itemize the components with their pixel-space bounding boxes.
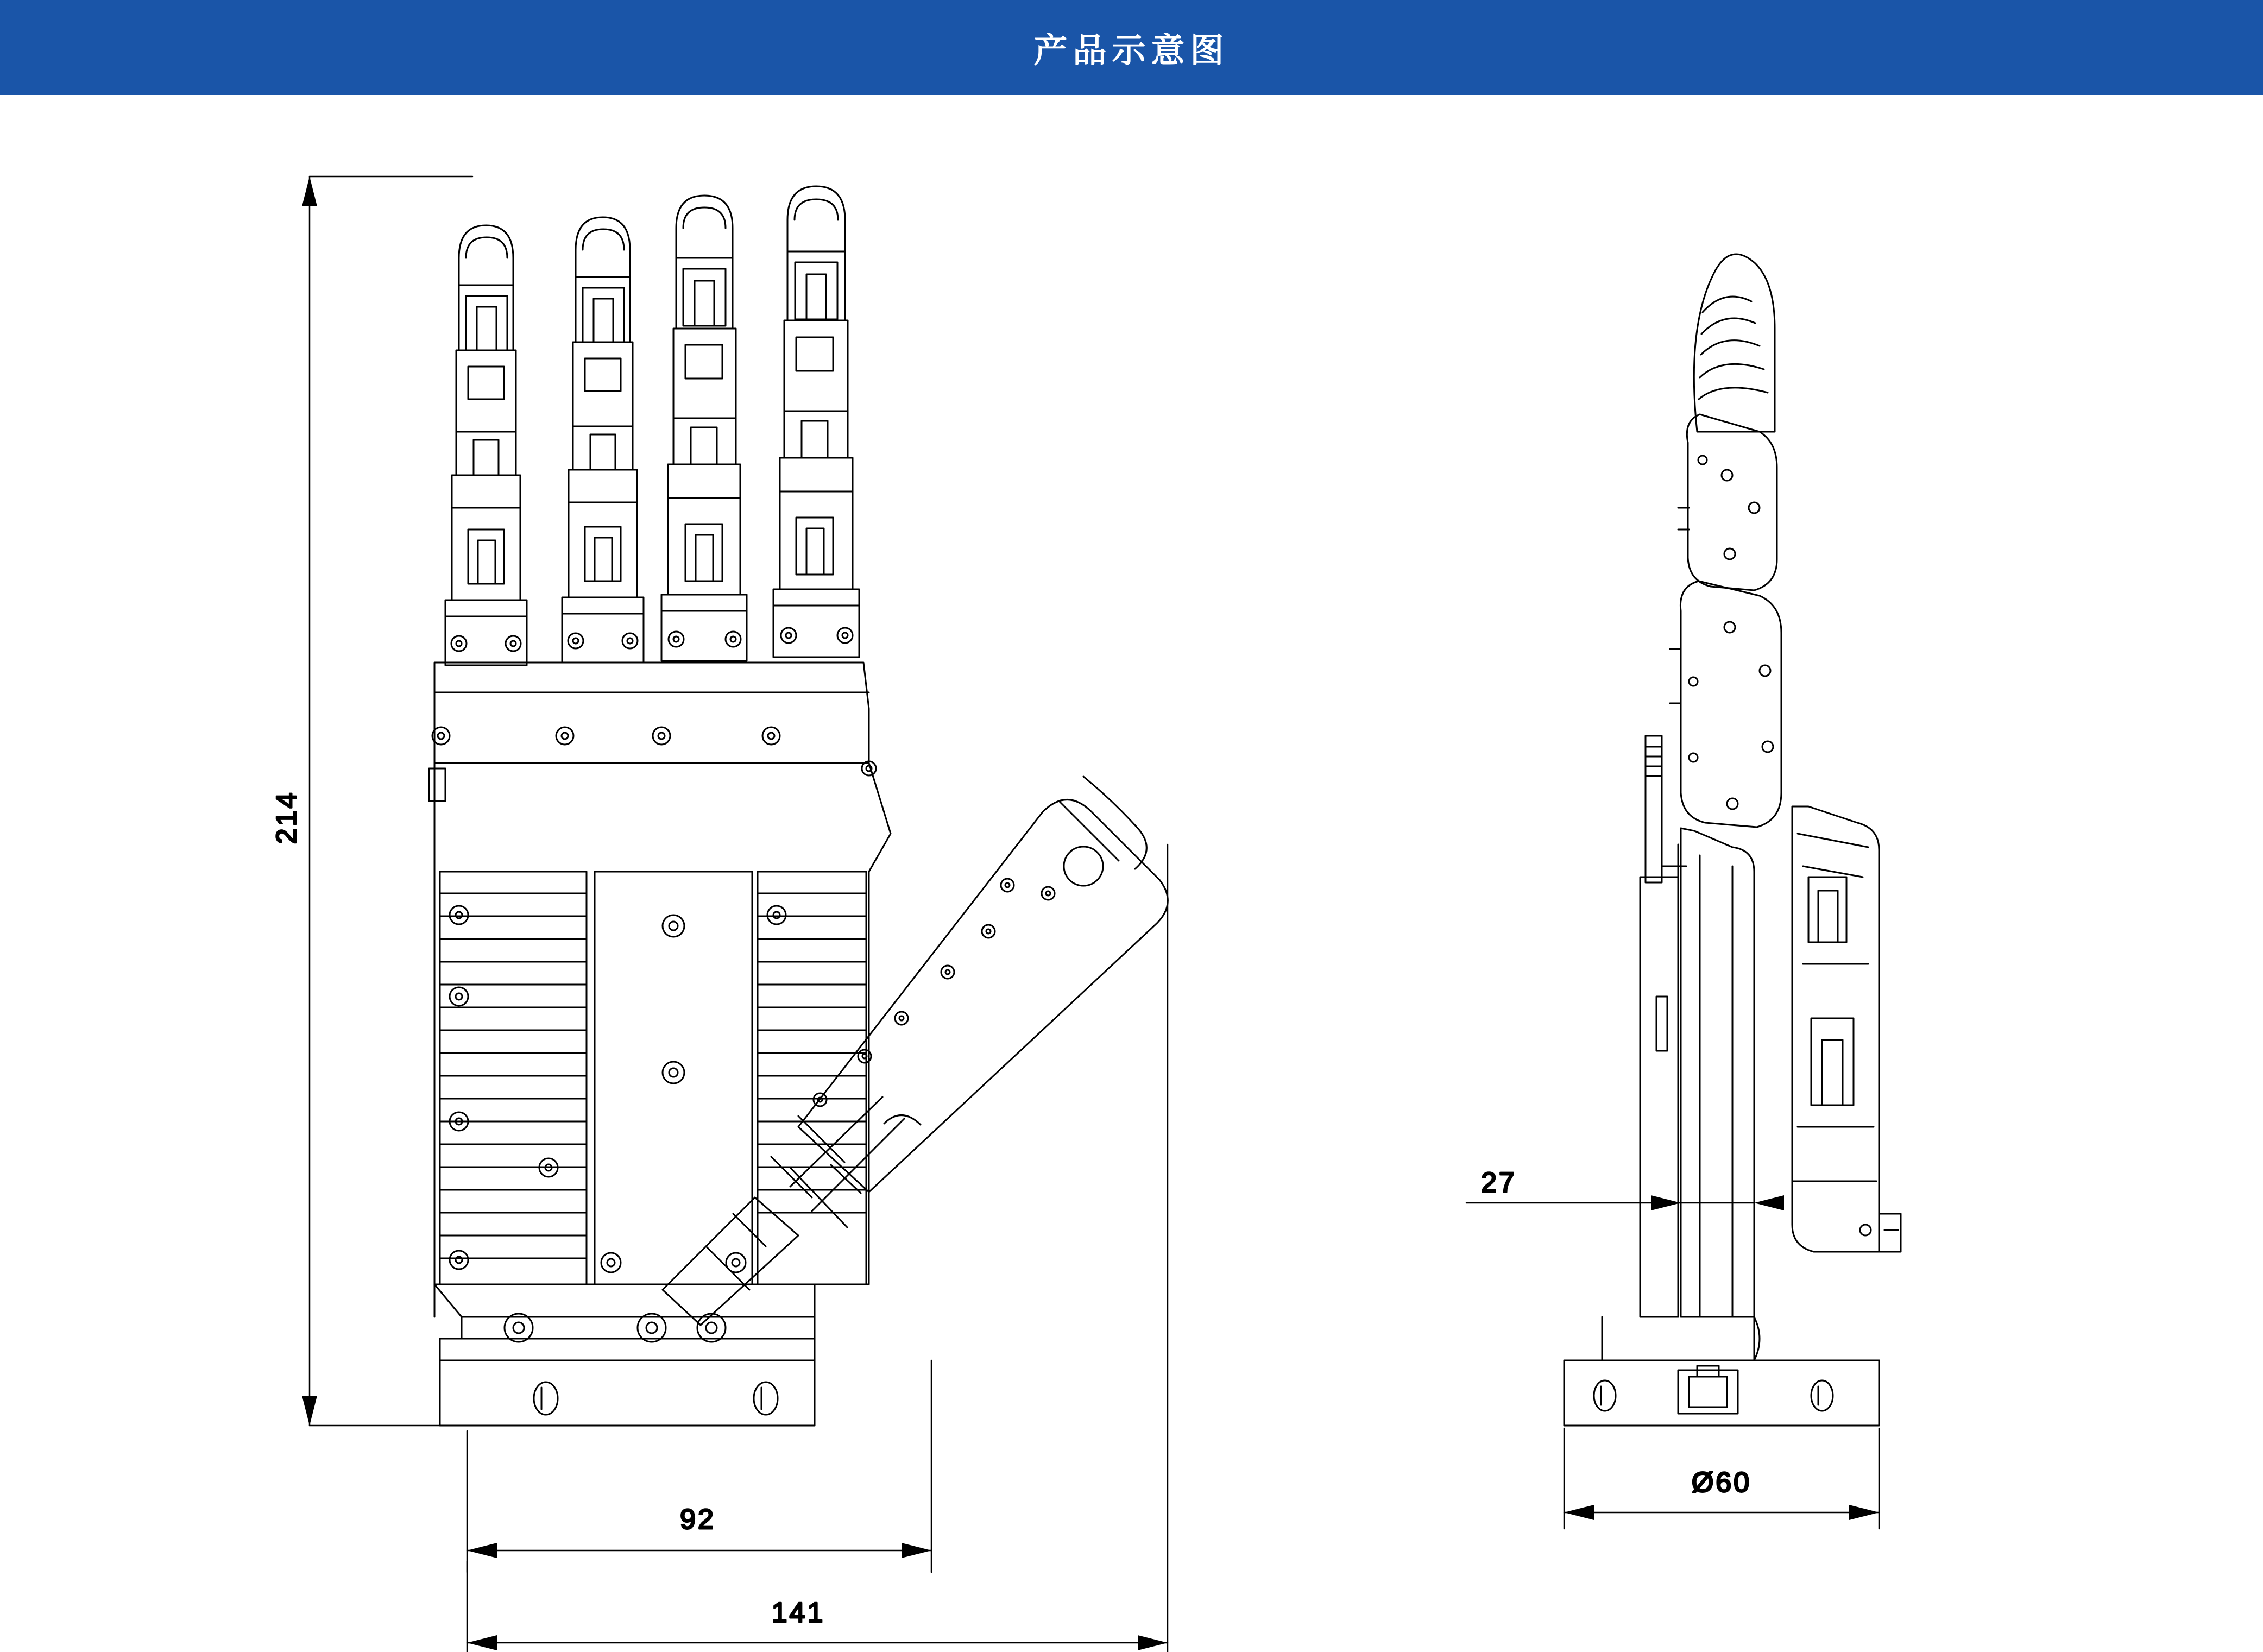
hand-knuckle-band bbox=[429, 663, 869, 801]
finger-3 bbox=[661, 196, 747, 661]
side-base bbox=[1564, 1317, 1879, 1426]
wrist-base bbox=[434, 1284, 815, 1426]
side-view-hand bbox=[1564, 254, 1901, 1426]
dim-base-diameter-label: Ø60 bbox=[1691, 1467, 1752, 1498]
thumb bbox=[663, 777, 1168, 1325]
dim-thickness-label: 27 bbox=[1481, 1167, 1517, 1199]
front-view-hand bbox=[429, 186, 1168, 1426]
dim-total-width-label: 141 bbox=[771, 1597, 825, 1629]
side-fingers bbox=[1670, 254, 1781, 872]
dim-palm-width-label: 92 bbox=[680, 1504, 716, 1535]
finger-4 bbox=[773, 186, 876, 775]
finger-2 bbox=[562, 217, 644, 663]
technical-drawing-area bbox=[0, 95, 2263, 1652]
side-thumb-module bbox=[1792, 806, 1901, 1252]
dim-height-label: 214 bbox=[271, 790, 302, 844]
side-palm bbox=[1640, 736, 1760, 1360]
dimension-lines bbox=[302, 176, 1879, 1652]
drawing-svg bbox=[0, 95, 2263, 1652]
finger-1 bbox=[445, 225, 527, 665]
page-title: 产品示意图 bbox=[1033, 30, 1230, 70]
palm-body bbox=[434, 763, 891, 1284]
header-bar bbox=[0, 0, 2263, 95]
